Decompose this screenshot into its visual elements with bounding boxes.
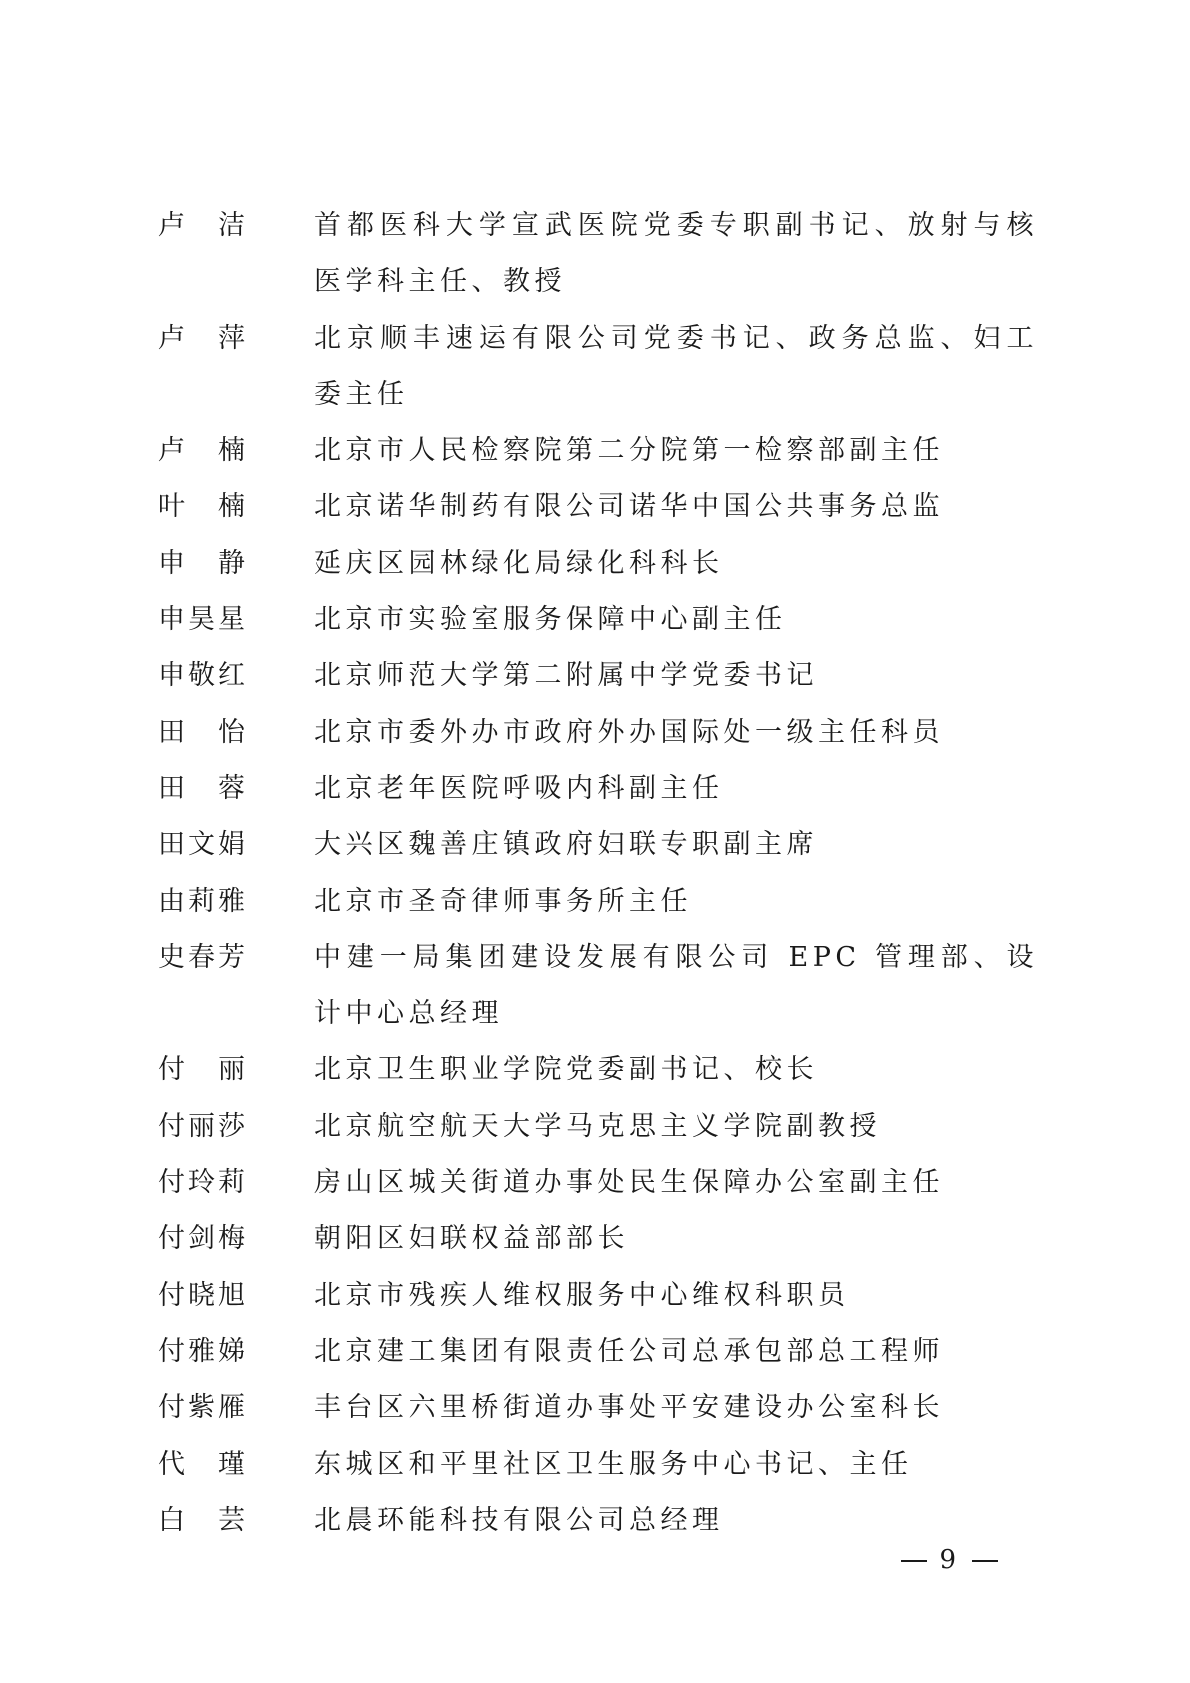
list-item <box>158 479 1038 535</box>
person-name: 付玲莉 <box>158 1167 248 1199</box>
person-title: 北京师范大学第二附属中学党委书记 <box>314 660 818 692</box>
person-name: 白 芸 <box>158 1504 248 1536</box>
person-name: 卢 洁 <box>158 210 248 241</box>
person-title: 北京卫生职业学院党委副书记、校长 <box>314 1054 818 1086</box>
person-name: 申 静 <box>158 547 248 579</box>
list-item <box>158 817 1038 873</box>
person-name: 付剑梅 <box>158 1223 248 1255</box>
list-item <box>158 311 1038 424</box>
dash-left <box>901 1560 927 1562</box>
person-title: 北晨环能科技有限公司总经理 <box>314 1504 724 1536</box>
person-name: 付晓旭 <box>158 1279 248 1311</box>
person-name: 田 蓉 <box>158 772 248 804</box>
page-number: 9 <box>939 1545 960 1575</box>
person-title: 北京市圣奇律师事务所主任 <box>314 885 692 917</box>
person-name: 代 瑾 <box>158 1448 248 1480</box>
person-name: 付丽莎 <box>158 1110 248 1142</box>
page-footer <box>840 1500 1010 1620</box>
list-item <box>158 761 1038 817</box>
person-name: 由莉雅 <box>158 885 248 917</box>
list-item <box>158 1324 1038 1380</box>
list-item <box>158 592 1038 648</box>
person-name: 申敬红 <box>158 660 248 692</box>
list-item <box>158 1099 1038 1155</box>
list-item <box>158 1380 1038 1436</box>
list-item <box>158 1211 1038 1267</box>
person-name: 史春芳 <box>158 941 248 973</box>
list-item <box>158 1268 1038 1324</box>
person-title: 丰台区六里桥街道办事处平安建设办公室科长 <box>314 1392 944 1424</box>
list-item <box>158 874 1038 930</box>
person-title: 北京市委外办市政府外办国际处一级主任科员 <box>314 716 944 748</box>
person-name: 卢 楠 <box>158 435 248 467</box>
list-item <box>158 930 1038 1043</box>
list-item <box>158 536 1038 592</box>
list-item <box>158 705 1038 761</box>
person-title: 首都医科大学宣武医院党委专职副书记、放射与核医学科主任、教授 <box>314 210 1038 298</box>
person-name: 叶 楠 <box>158 491 248 523</box>
person-title: 中建一局集团建设发展有限公司 EPC 管理部、设计中心总经理 <box>314 941 1038 1030</box>
list-item <box>158 423 1038 479</box>
person-name: 田 怡 <box>158 716 248 748</box>
list-item <box>158 1437 1038 1493</box>
person-name: 田文娟 <box>158 829 248 861</box>
person-title: 北京市人民检察院第二分院第一检察部副主任 <box>314 435 944 467</box>
list-item <box>158 648 1038 704</box>
person-title: 北京航空航天大学马克思主义学院副教授 <box>314 1110 881 1142</box>
person-title: 北京建工集团有限责任公司总承包部总工程师 <box>314 1335 944 1367</box>
person-name: 卢 萍 <box>158 322 248 354</box>
list-item <box>158 1155 1038 1211</box>
person-title: 房山区城关街道办事处民生保障办公室副主任 <box>314 1167 944 1199</box>
person-title: 北京市残疾人维权服务中心维权科职员 <box>314 1279 850 1311</box>
list-item <box>158 198 1038 311</box>
person-title: 延庆区园林绿化局绿化科科长 <box>314 547 724 579</box>
dash-right <box>972 1560 998 1562</box>
honoree-list <box>158 198 1038 1549</box>
list-item <box>158 1042 1038 1098</box>
person-title: 朝阳区妇联权益部部长 <box>314 1223 629 1255</box>
person-name: 付紫雁 <box>158 1392 248 1424</box>
person-title: 大兴区魏善庄镇政府妇联专职副主席 <box>314 829 818 861</box>
person-title: 北京诺华制药有限公司诺华中国公共事务总监 <box>314 491 944 523</box>
person-title: 北京市实验室服务保障中心副主任 <box>314 604 787 636</box>
person-name: 付雅娣 <box>158 1335 248 1367</box>
person-name: 付 丽 <box>158 1054 248 1086</box>
person-title: 北京顺丰速运有限公司党委书记、政务总监、妇工委主任 <box>314 322 1038 410</box>
person-title: 东城区和平里社区卫生服务中心书记、主任 <box>314 1448 913 1480</box>
person-name: 申昊星 <box>158 604 248 636</box>
person-title: 北京老年医院呼吸内科副主任 <box>314 772 724 804</box>
